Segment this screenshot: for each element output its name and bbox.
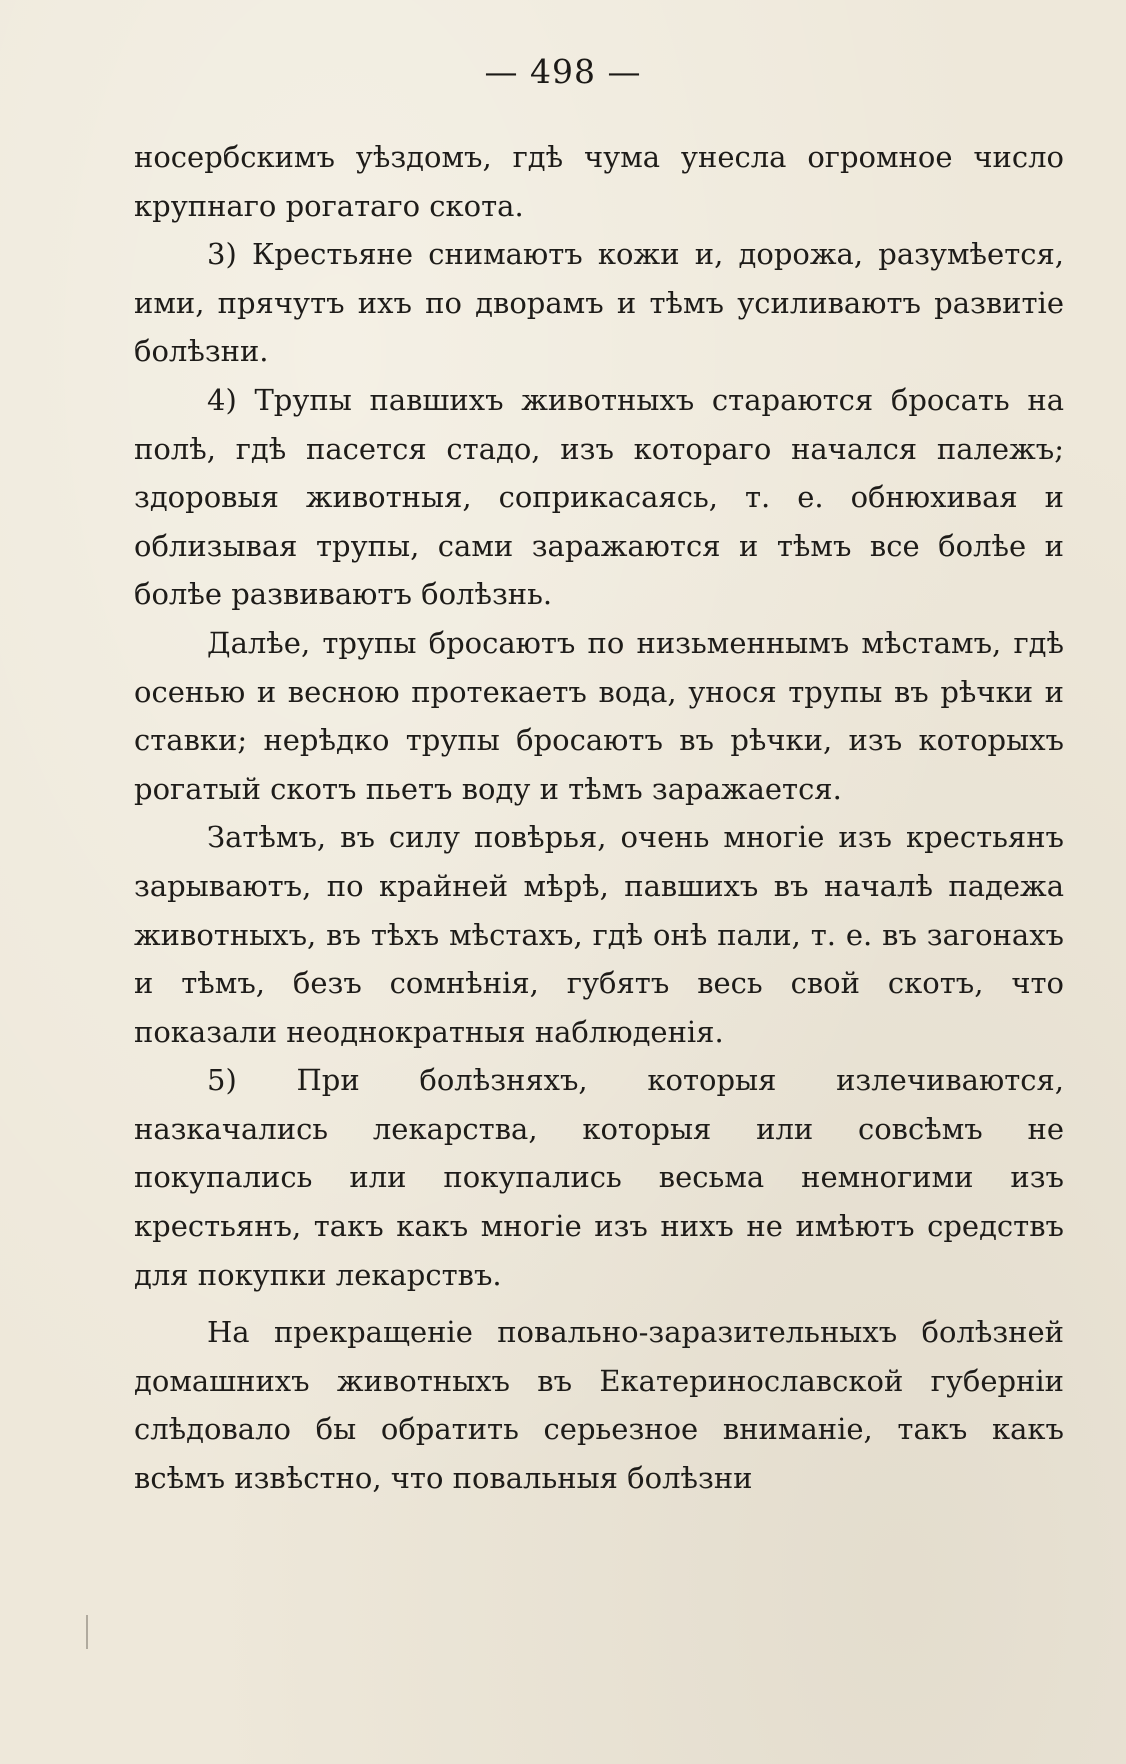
paragraph-item-4: 4) Трупы павшихъ животныхъ стараются бросать на полѣ, гдѣ пасется стадо, изъ котораго начался палежъ; здоровыя животныя, соприкасаясь, т. е. обнюхивая и облизывая трупы, сами заражаются и тѣмъ все болѣе и болѣе развиваютъ болѣзнь. [134, 382, 1064, 612]
body-text [134, 133, 1064, 1503]
page-number: — 498 — [484, 52, 642, 91]
margin-mark [86, 1615, 88, 1649]
paragraph-item-5: 5) При болѣзняхъ, которыя излечиваются, назкачались лекарства, которыя или совсѣмъ не покупались или покупались весьма немногими изъ крестьянъ, такъ какъ многіе изъ нихъ не имѣютъ средствъ для покупки лекарствъ. [134, 1063, 1064, 1292]
paragraph-further: Далѣе, трупы бросаютъ по низьменнымъ мѣстамъ, гдѣ осенью и весною протекаетъ вода, унося трупы въ рѣчки и ставки; нерѣдко трупы бросаютъ въ рѣчки, изъ которыхъ рогатый скотъ пьетъ воду и тѣмъ заражается. [134, 625, 1064, 806]
paragraph-continuation: носербскимъ уѣздомъ, гдѣ чума унесла огромное число крупнаго рогатаго скота. [134, 140, 1064, 223]
paragraph-item-3: 3) Крестьяне снимаютъ кожи и, дорожа, разумѣется, ими, прячутъ ихъ по дворамъ и тѣмъ усиливаютъ развитіе болѣзни. [134, 237, 1064, 369]
paragraph-then: Затѣмъ, въ силу повѣрья, очень многіе изъ крестьянъ зарываютъ, по крайней мѣрѣ, павшихъ въ началѣ падежа животныхъ, въ тѣхъ мѣстахъ, гдѣ онѣ пали, т. е. въ загонахъ и тѣмъ, безъ сомнѣнія, губятъ весь свой скотъ, что показали неоднократныя наблюденія. [134, 820, 1064, 1049]
paragraph-conclusion: На прекращеніе повально-заразительныхъ болѣзней домашнихъ животныхъ въ Екатеринославской губерніи слѣдовало бы обратить серьезное вниманіе, такъ какъ всѣмъ извѣстно, что повальныя болѣзни [134, 1315, 1064, 1496]
